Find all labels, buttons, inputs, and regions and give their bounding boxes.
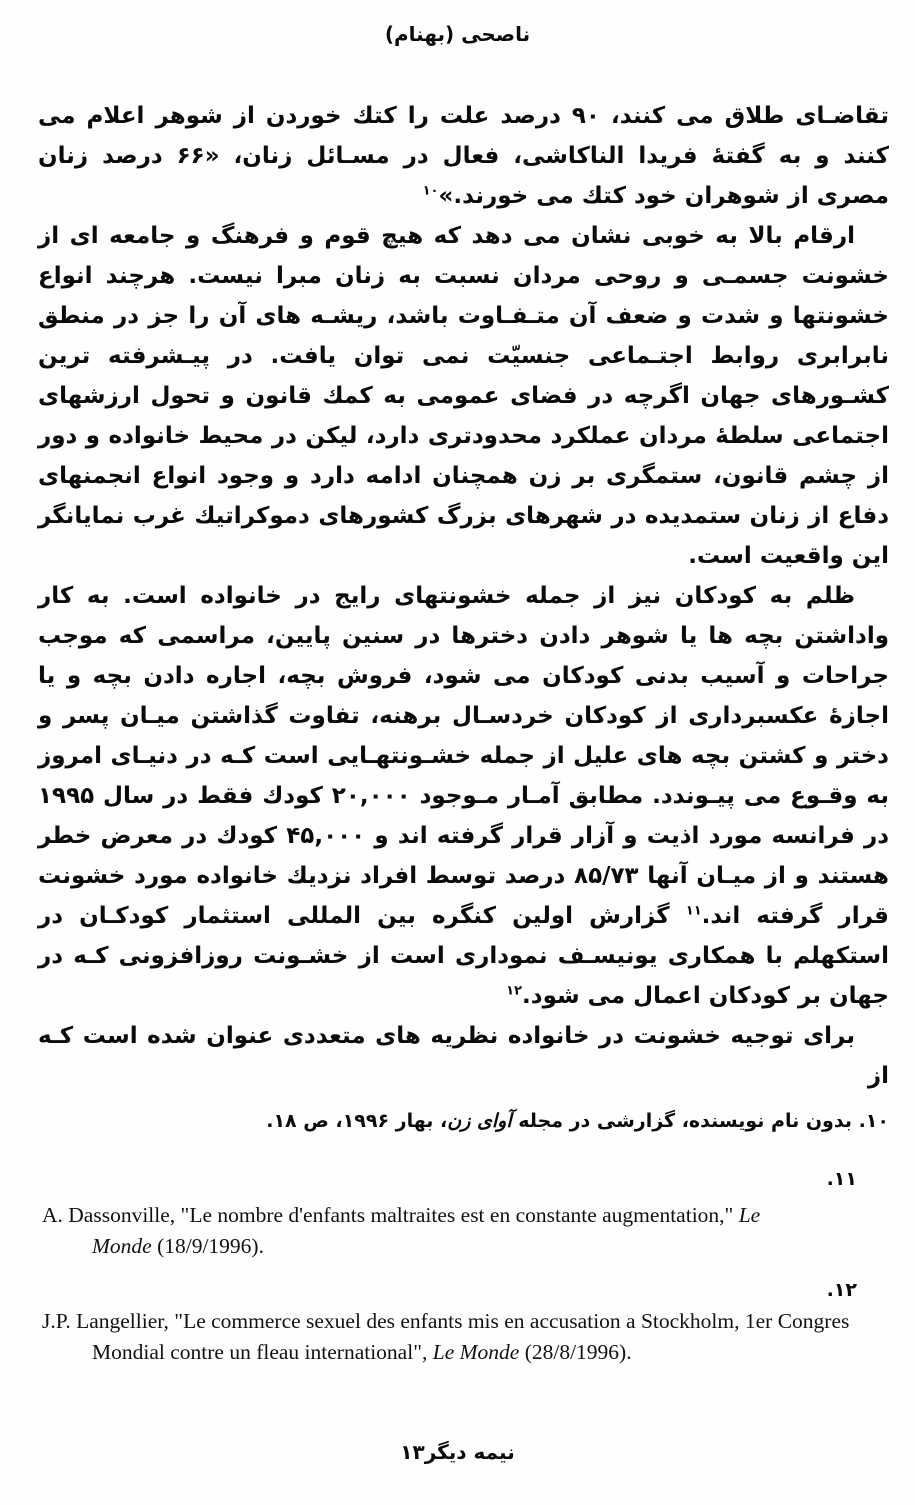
footnote-ref: ۱۱ <box>685 903 702 919</box>
text-run: ۱۰. بدون نام نویسنده، گزارشی در مجله <box>511 1110 889 1132</box>
footnote-ref: ۱۲ <box>506 983 523 999</box>
text-run: J.P. Langellier, "Le commerce sexuel des enfants mis en accusation a Stockholm, 1er Congres Mondial contre un fleau international", <box>42 1309 850 1364</box>
paragraph <box>38 96 889 216</box>
footnote-12 <box>42 1306 860 1368</box>
text-run: تقاضـای طلاق می کنند، ۹۰ درصد علت را کتك خوردن از شوهر اعلام می کنند و به گفتهٔ فریدا الناکاشی، فعال در مسـائل زنان، «۶۶ درصد زنان مصری از شوهران خود کتك می خورند.» <box>38 103 889 209</box>
paragraph <box>38 216 889 576</box>
text-run: (18/9/1996). <box>151 1234 264 1258</box>
text-run: (28/8/1996). <box>519 1340 632 1364</box>
text-run: گزارش اولین کنگره بین المللی استثمار کودکـان در استکهلم با همکاری یونیسـف نموداری است از خشـونت روزافزونی کـه در جهان بر کودکان اعمال می شود. <box>38 903 889 1009</box>
publication-title: Le Monde <box>92 1203 761 1258</box>
footnote-10 <box>38 1106 889 1136</box>
footnote-ref: ۱۰ <box>422 183 439 199</box>
page-footer: نیمه دیگر۱۳ <box>400 1440 515 1464</box>
footnote-11 <box>42 1200 782 1262</box>
publication-title: آوای زن <box>447 1110 512 1132</box>
text-run: A. Dassonville, "Le nombre d'enfants maltraites est en constante augmentation," <box>42 1203 739 1227</box>
paragraph <box>38 1016 889 1096</box>
publication-title: Le Monde <box>432 1340 520 1364</box>
footnote-11-marker: ۱۱. <box>826 1168 857 1190</box>
text-run: ظلم به کودکان نیز از جمله خشونتهای رایج در خانواده است. به کار واداشتن بچه ها یا شوهر دادن دخترها در سنین پایین، مراسمی که موجب جراحات و آسیب بدنی کودکان می شود، فروش بچه، اجاره دادن بچه و یا اجازهٔ عکسبرداری از کودکان خردسـال برهنه، تفاوت گذاشتن میـان پسر و دختر و کشتن بچه های علیل از جمله خشـونتهـایی است کـه در دنیـای امروز به وقـوع می پیـوندد. مطابق آمـار مـوجود ۲۰,۰۰۰ کودك فقط در سال ۱۹۹۵ در فرانسه مورد اذیت و آزار قرار گرفته اند و ۴۵,۰۰۰ کودك در معرض خطر هستند و از میـان آنها ۸۵/۷۳ درصد توسط افراد نزدیك خانواده مورد خشونت قرار گرفته اند. <box>38 583 890 929</box>
footnote-12-marker: ۱۲. <box>826 1279 857 1301</box>
text-run: برای توجیه خشونت در خانواده نظریه های متعددی عنوان شده است کـه از <box>38 1023 889 1089</box>
paragraph <box>38 576 889 1016</box>
text-run: ، بهار ۱۹۹۶، ص ۱۸. <box>266 1110 448 1132</box>
page-header: ناصحی (بهنام) <box>384 22 531 46</box>
body-text <box>38 96 889 1096</box>
text-run: ارقام بالا به خوبی نشان می دهد که هیچ قوم و فرهنگ و جامعه ای از خشونت جسمـی و روحی مردان نسبت به زنان مبرا نیست. هرچند انواع خشونتها و شدت و ضعف آن متـفـاوت باشد، ریشـه های آن را جز در منطق نابرابری روابط اجتـماعی جنسیّت نمی توان یافت. در پیـشرفته ترین کشـورهای جهان اگرچه در فضای عمومی به کمك قانون و تحول ارزشهای اجتماعی سلطهٔ مردان عملکرد محدودتری دارد، لیکن در محیط خانواده و دور از چشم قانون، ستمگری بر زن همچنان ادامه دارد و وجود انواع انجمنهای دفاع از زنان ستمدیده در شهرهای بزرگ کشورهای دموکراتیك غرب نمایانگر این واقعیت است. <box>38 223 889 569</box>
